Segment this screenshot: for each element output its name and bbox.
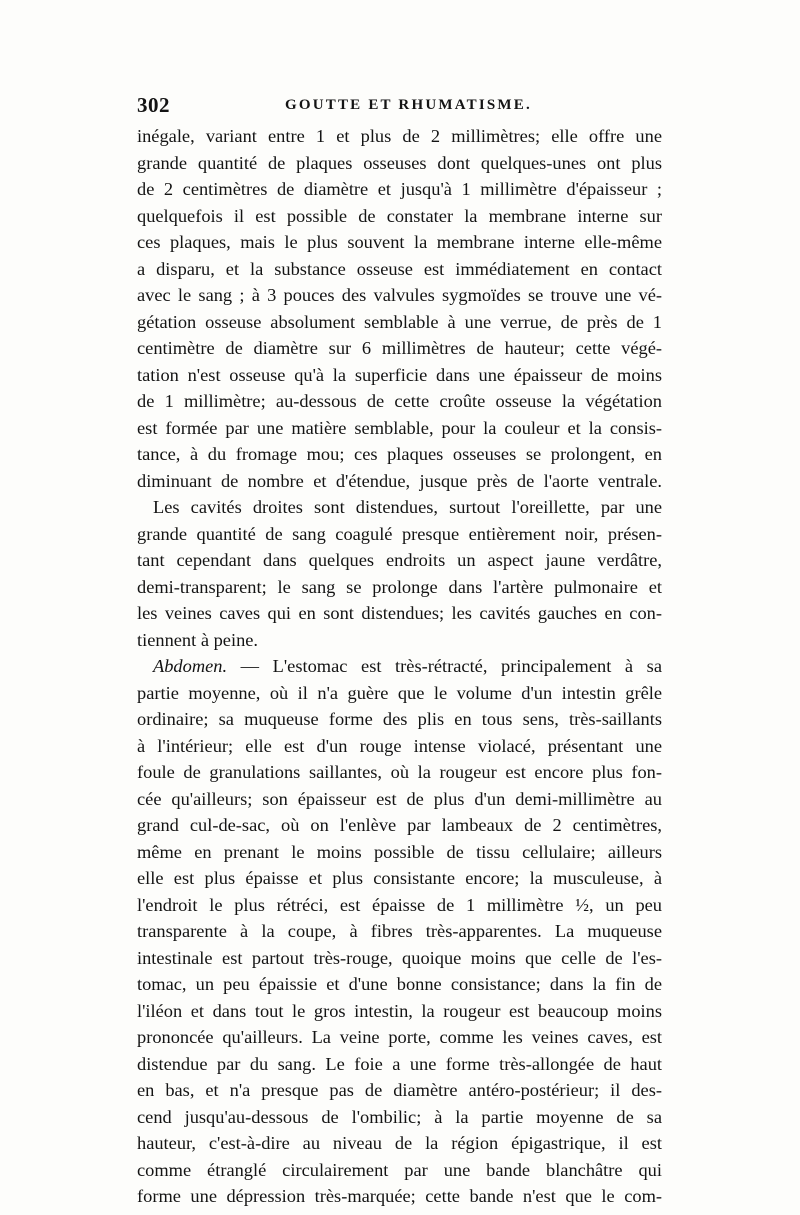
text-line: tiennent à peine. xyxy=(137,629,259,650)
text-line: l'iléon et dans tout le gros intestin, la rougeur est beaucoup moins xyxy=(137,1000,662,1021)
running-title: GOUTTE ET RHUMATISME. xyxy=(285,97,532,113)
text-line: demi-transparent; le sang se prolonge dans l'artère pulmonaire et xyxy=(137,576,662,597)
text-line: ordinaire; sa muqueuse forme des plis en tous sens, très-saillants xyxy=(137,709,662,729)
text-line: avec le sang ; à 3 pouces des valvules sygmoïdes se trouve une vé- xyxy=(137,285,662,305)
text-line: en bas, et n'a presque pas de diamètre antéro-postérieur; il des- xyxy=(137,1080,662,1100)
text-line: même en prenant le moins possible de tissu cellulaire; ailleurs xyxy=(137,841,662,862)
text-run: — L'estomac est très-rétracté, principalement à sa xyxy=(227,656,662,676)
page-number: 302 xyxy=(137,93,170,117)
text-line: comme étranglé circulairement par une bande blanchâtre qui xyxy=(137,1159,662,1180)
text-line: tance, à du fromage mou; ces plaques osseuses se prolongent, en xyxy=(137,444,662,464)
text-line: tation n'est osseuse qu'à la superficie dans une épaisseur de moins xyxy=(137,364,662,385)
text-line: grande quantité de plaques osseuses dont quelques-unes ont plus xyxy=(137,152,662,173)
text-line: hauteur, c'est-à-dire au niveau de la région épigastrique, il est xyxy=(137,1133,662,1153)
text-line: ces plaques, mais le plus souvent la membrane interne elle-même xyxy=(137,232,662,252)
text-line: transparente à la coupe, à fibres très-apparentes. La muqueuse xyxy=(137,921,662,941)
body-text xyxy=(137,123,662,1210)
text-line: quelquefois il est possible de constater la membrane interne sur xyxy=(137,205,662,226)
text-line: intestinale est partout très-rouge, quoique moins que celle de l'es- xyxy=(137,947,662,968)
text-line: grand cul-de-sac, où on l'enlève par lambeaux de 2 centimètres, xyxy=(137,815,662,835)
text-line xyxy=(137,653,662,680)
text-line: gétation osseuse absolument semblable à une verrue, de près de 1 xyxy=(137,311,662,332)
text-line: centimètre de diamètre sur 6 millimètres de hauteur; cette végé- xyxy=(137,338,662,358)
text-line: partie moyenne, où il n'a guère que le volume d'un intestin grêle xyxy=(137,682,662,703)
text-line: foule de granulations saillantes, où la rougeur est encore plus fon- xyxy=(137,762,662,782)
text-line: grande quantité de sang coagulé presque entièrement noir, présen- xyxy=(137,523,662,544)
page-header xyxy=(137,93,662,119)
text-line: a disparu, et la substance osseuse est immédiatement en contact xyxy=(137,258,662,279)
text-line: de 1 millimètre; au-dessous de cette croûte osseuse la végétation xyxy=(137,391,662,411)
text-line: les veines caves qui en sont distendues; les cavités gauches en con- xyxy=(137,603,662,623)
text-line: tant cependant dans quelques endroits un aspect jaune verdâtre, xyxy=(137,550,662,570)
section-lead: Abdomen. xyxy=(153,656,228,676)
text-line: tomac, un peu épaissie et d'une bonne consistance; dans la fin de xyxy=(137,974,662,994)
text-line: est formée par une matière semblable, pour la couleur et la consis- xyxy=(137,417,662,438)
text-line: l'endroit le plus rétréci, est épaisse de 1 millimètre ½, un peu xyxy=(137,894,662,915)
text-line: cend jusqu'au-dessous de l'ombilic; à la partie moyenne de sa xyxy=(137,1106,662,1127)
text-line: à l'intérieur; elle est d'un rouge intense violacé, présentant une xyxy=(137,735,662,756)
text-line: cée qu'ailleurs; son épaisseur est de plus d'un demi-millimètre au xyxy=(137,788,662,809)
text-line: distendue par du sang. Le foie a une forme très-allongée de haut xyxy=(137,1053,662,1074)
text-line: Les cavités droites sont distendues, surtout l'oreillette, par une xyxy=(153,497,662,517)
text-line: forme une dépression très-marquée; cette bande n'est que le com- xyxy=(137,1186,662,1206)
text-line: de 2 centimètres de diamètre et jusqu'à 1 millimètre d'épaisseur ; xyxy=(137,179,662,199)
text-line: inégale, variant entre 1 et plus de 2 millimètres; elle offre une xyxy=(137,126,662,146)
text-line: elle est plus épaisse et plus consistante encore; la musculeuse, à xyxy=(137,868,662,888)
text-line: diminuant de nombre et d'étendue, jusque près de l'aorte ventrale. xyxy=(137,470,662,491)
text-line: prononcée qu'ailleurs. La veine porte, comme les veines caves, est xyxy=(137,1027,662,1047)
